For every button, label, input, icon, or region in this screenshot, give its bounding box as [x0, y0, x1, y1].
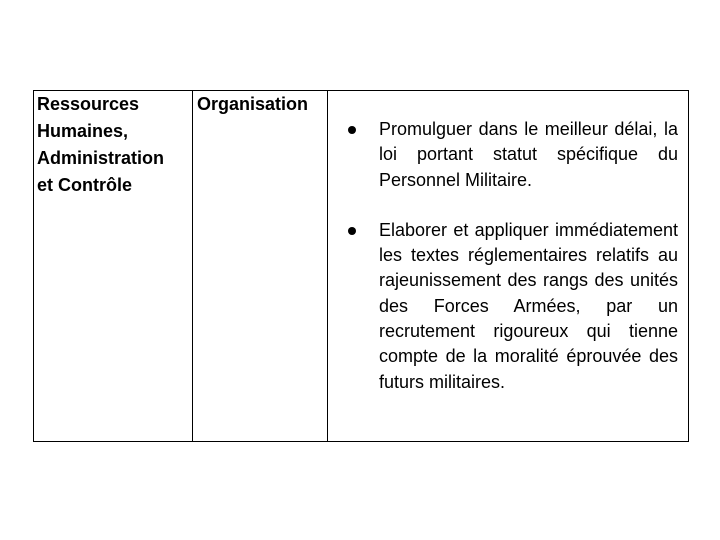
axis-cell: [193, 91, 328, 442]
action-item: [346, 218, 678, 395]
domain-line: Administration: [37, 148, 165, 168]
action-item: [346, 117, 678, 193]
domain-cell: [34, 91, 193, 442]
domain-line: Humaines,: [37, 121, 129, 141]
domain-line: et Contrôle: [37, 175, 133, 195]
action-text: Promulguer dans le meilleur délai, la loi portant statut spécifique du Personnel Militaire.: [379, 119, 678, 190]
domain-text: [34, 91, 192, 199]
axis-text: Organisation: [197, 94, 309, 114]
table-row: [34, 91, 689, 442]
actions-list: [328, 91, 688, 395]
policy-table: [33, 90, 689, 442]
bullet-icon: [348, 126, 356, 134]
actions-cell: [328, 91, 689, 442]
bullet-icon: [348, 227, 356, 235]
domain-line: Ressources: [37, 94, 140, 114]
action-text: Elaborer et appliquer immédiatement les textes réglementaires relatifs au rajeunissement des rangs des unités des Forces Armées, par un recrutement rigoureux qui tienne compte de la moralité éprouvée des futurs militaires.: [379, 219, 678, 392]
